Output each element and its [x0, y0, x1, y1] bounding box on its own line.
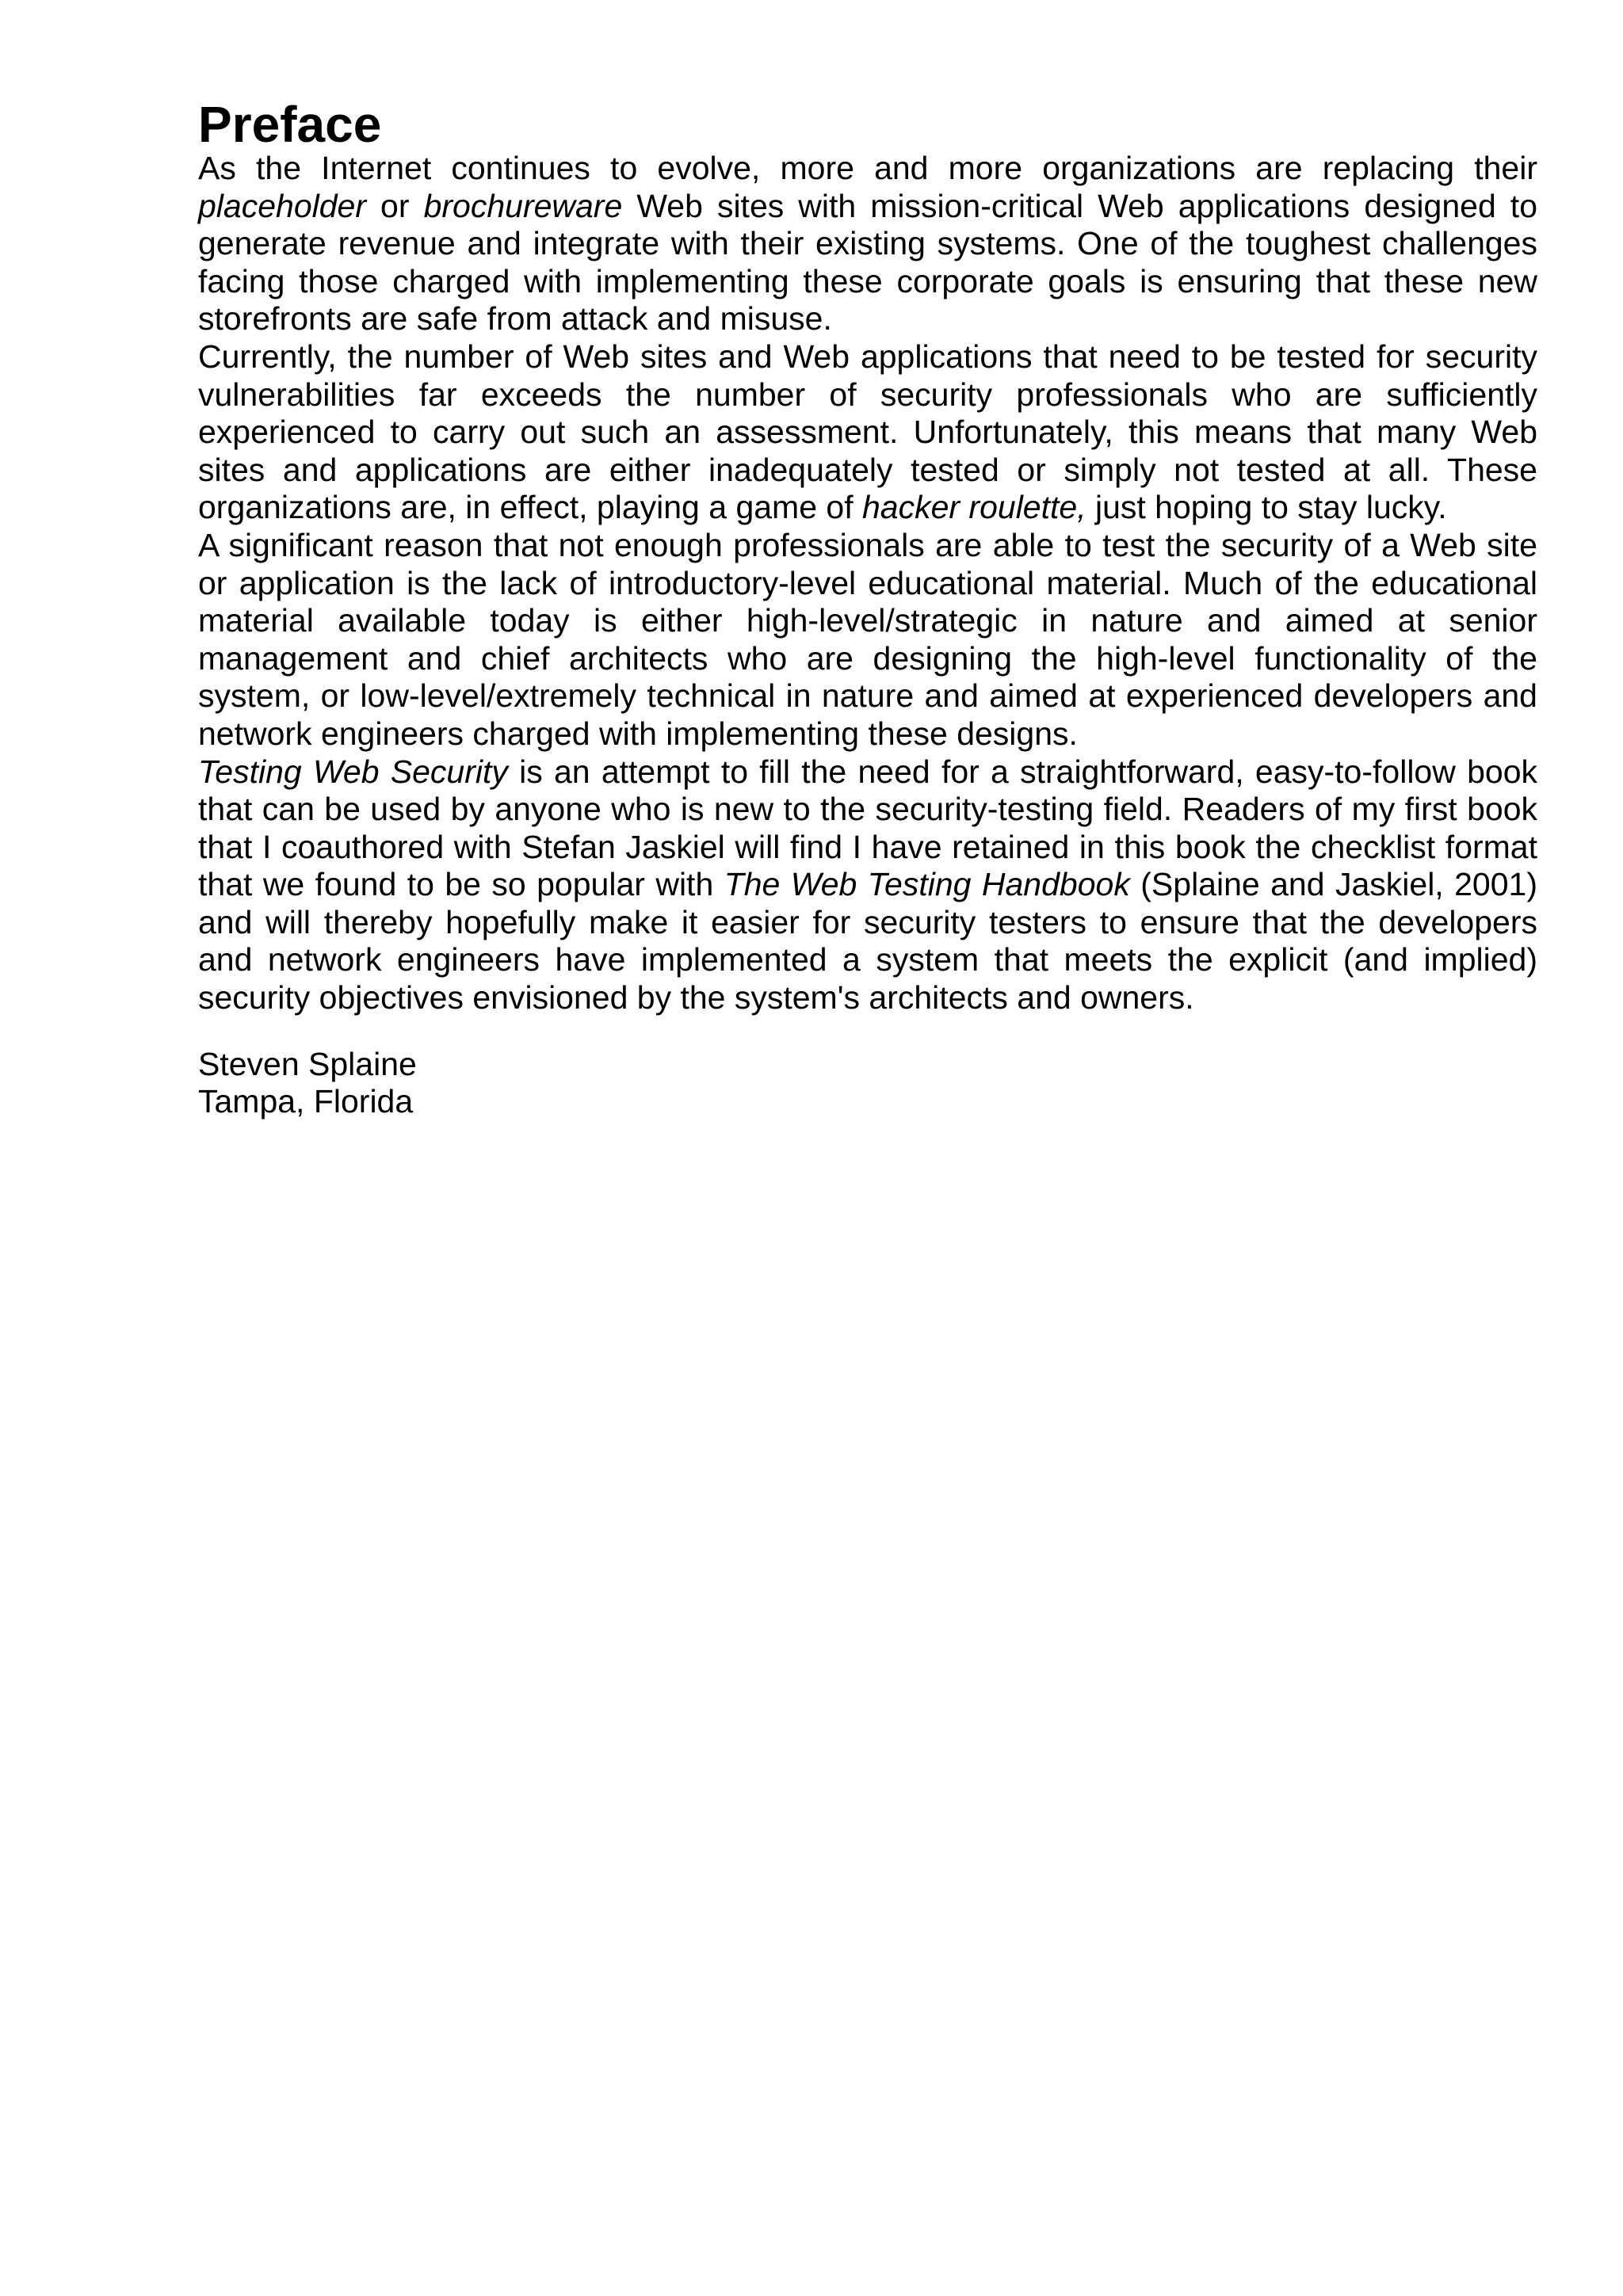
paragraph-3: [198, 527, 1537, 753]
paragraph-text: As the Internet continues to evolve, more and more organizations are replacing their: [198, 150, 1537, 186]
author-name: Steven Splaine: [198, 1045, 417, 1082]
paragraph-text: (Splaine and Jaskiel, 2001) and will thereby hopefully make it easier for security testers to ensure that the developers and network engineers have implemented a system that meets the explicit (and implied) security objectives envisioned by the system's architects and owners.: [198, 866, 1537, 1016]
paragraph-text: A significant reason that not enough professionals are able to test the security of a Web site or application is the lack of introductory-level educational material. Much of the educational material available today is either high-level/strategic in nature and aimed at senior management and chief architects who are designing the high-level functionality of the system, or low-level/extremely technical in nature and aimed at experienced developers and network engineers charged with implementing these designs.: [198, 526, 1537, 752]
italic-term-placeholder: placeholder: [198, 187, 366, 224]
italic-book-title-web-testing-handbook: The Web Testing Handbook: [724, 866, 1130, 903]
italic-term-hacker-roulette: hacker roulette,: [861, 489, 1086, 526]
preface-content: [198, 96, 1537, 1121]
author-location: Tampa, Florida: [198, 1083, 414, 1120]
paragraph-2: [198, 338, 1537, 527]
signature-block: [198, 1046, 1537, 1121]
italic-book-title-testing-web-security: Testing Web Security: [198, 753, 508, 790]
italic-term-brochureware: brochureware: [423, 187, 623, 224]
paragraph-text: Currently, the number of Web sites and Web applications that need to be tested for security vulnerabilities far exceeds the number of security professionals who are sufficiently experienced to carry out such an assessment. Unfortunately, this means that many Web sites and applications are either inadequately tested or simply not tested at all. These organizations are, in effect, playing a game of: [198, 338, 1537, 526]
paragraph-text: Web sites with mission-critical Web applications designed to generate revenue and integrate with their existing systems. One of the toughest challenges facing those charged with implementing these corporate goals is ensuring that these new storefronts are safe from attack and misuse.: [198, 187, 1537, 338]
paragraph-4: [198, 753, 1537, 1017]
paragraph-text: is an attempt to fill the need for a straightforward, easy-to-follow book that can be used by anyone who is new to the security-testing field. Readers of my first book that I coauthored with Stefan Jaskiel will find I have retained in this book the checklist format that we found to be so popular with: [198, 753, 1537, 903]
paragraph-1: [198, 150, 1537, 338]
page-title: Preface: [198, 96, 382, 153]
paragraph-text: or: [366, 187, 424, 224]
paragraph-text: just hoping to stay lucky.: [1086, 489, 1447, 526]
